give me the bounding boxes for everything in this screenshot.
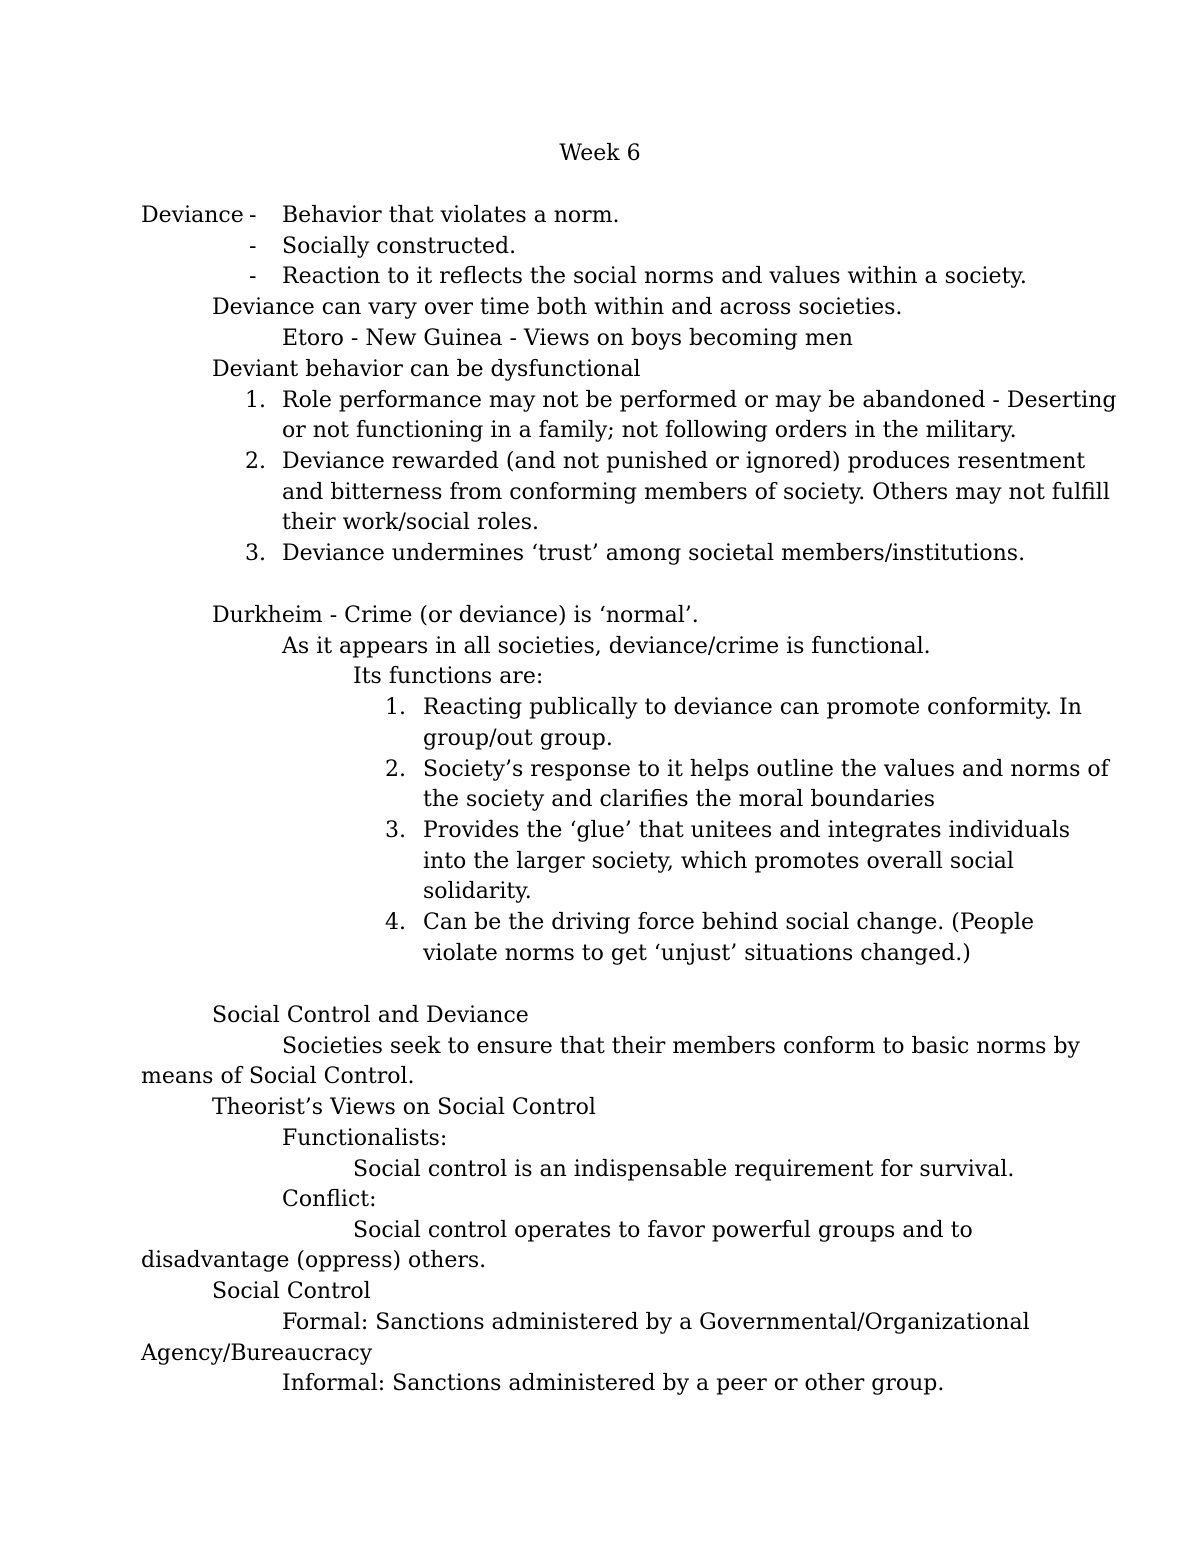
list-item-line: and bitterness from conforming members of society. Others may not fulfill — [282, 480, 1110, 505]
list-item-line: Society’s response to it helps outline the values and norms of — [423, 757, 1109, 782]
social-control-subheading: Social Control — [212, 1279, 371, 1304]
deviance-term: Deviance — [141, 203, 244, 228]
list-item-line: Role performance may not be performed or may be abandoned - Deserting — [282, 388, 1117, 413]
list-item-line: Provides the ‘glue’ that unitees and integrates individuals — [423, 818, 1070, 843]
conflict-text-2: disadvantage (oppress) others. — [141, 1248, 487, 1273]
social-control-heading: Social Control and Deviance — [212, 1003, 529, 1028]
deviance-def-3: Reaction to it reflects the social norms and values within a society. — [282, 264, 1027, 289]
list-item-line: violate norms to get ‘unjust’ situations changed.) — [423, 941, 971, 966]
list-item-line: or not functioning in a family; not following orders in the military. — [282, 418, 1017, 443]
list-number: 3. — [245, 541, 266, 566]
formal-text-2: Agency/Bureaucracy — [141, 1341, 373, 1366]
deviance-dash-1: - — [249, 203, 257, 228]
formal-text-1: Formal: Sanctions administered by a Governmental/Organizational — [282, 1310, 1030, 1335]
list-item-line: into the larger society, which promotes overall social — [423, 849, 1014, 874]
list-number: 3. — [385, 818, 406, 843]
functionalists-text: Social control is an indispensable requirement for survival. — [353, 1157, 1015, 1182]
list-item-line: the society and clarifies the moral boundaries — [423, 787, 936, 812]
deviance-def-1: Behavior that violates a norm. — [282, 203, 620, 228]
functionalists-label: Functionalists: — [282, 1126, 448, 1151]
conflict-text-1: Social control operates to favor powerful groups and to — [353, 1218, 973, 1243]
durkheim-heading: Durkheim - Crime (or deviance) is ‘normal’. — [212, 603, 699, 628]
conflict-label: Conflict: — [282, 1187, 377, 1212]
list-number: 4. — [385, 910, 406, 935]
dysfunctional-heading: Deviant behavior can be dysfunctional — [212, 357, 641, 382]
list-number: 1. — [385, 695, 406, 720]
list-number: 2. — [245, 449, 266, 474]
list-item-line: Deviance undermines ‘trust’ among societal members/institutions. — [282, 541, 1026, 566]
list-item-line: group/out group. — [423, 726, 613, 751]
list-item-line: their work/social roles. — [282, 510, 540, 535]
list-number: 2. — [385, 757, 406, 782]
theorists-heading: Theorist’s Views on Social Control — [212, 1095, 596, 1120]
social-control-desc-1: Societies seek to ensure that their members conform to basic norms by — [282, 1034, 1080, 1059]
social-control-desc-2: means of Social Control. — [141, 1064, 415, 1089]
list-number: 1. — [245, 388, 266, 413]
informal-text: Informal: Sanctions administered by a peer or other group. — [282, 1371, 945, 1396]
list-item-line: Deviance rewarded (and not punished or ignored) produces resentment — [282, 449, 1086, 474]
deviance-vary: Deviance can vary over time both within and across societies. — [212, 295, 903, 320]
list-item-line: Reacting publically to deviance can promote conformity. In — [423, 695, 1082, 720]
list-item-line: solidarity. — [423, 879, 532, 904]
etoro-line: Etoro - New Guinea - Views on boys becoming men — [282, 326, 853, 351]
page-title: Week 6 — [559, 141, 641, 166]
list-item-line: Can be the driving force behind social change. (People — [423, 910, 1035, 935]
durkheim-sub: As it appears in all societies, deviance/crime is functional. — [282, 634, 931, 659]
functions-label: Its functions are: — [353, 664, 544, 689]
deviance-def-2: Socially constructed. — [282, 234, 517, 259]
deviance-dash-3: - — [249, 264, 257, 289]
deviance-dash-2: - — [249, 234, 257, 259]
